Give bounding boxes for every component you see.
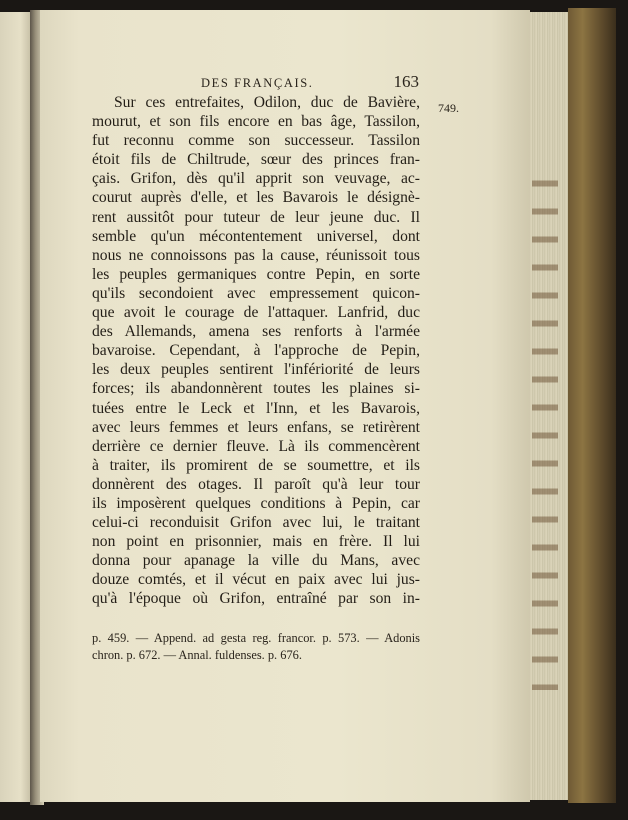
text-line: donna pour apanage la ville du Mans, avec [92, 552, 420, 570]
text-line: Sur ces entrefaites, Odilon, duc de Bavière, [114, 94, 420, 111]
text-line: des Allemands, amena ses renforts à l'armée [92, 323, 420, 341]
foxing-marks [532, 170, 558, 690]
text-line: qu'ils secondoient avec empressement quicon- [92, 284, 420, 302]
left-page-edge [0, 12, 34, 802]
text-line: que avoit le courage de l'attaquer. Lanfrid, duc [92, 304, 420, 322]
text-line: forces; ils abandonnèrent toutes les plaines si- [92, 380, 420, 398]
footnotes [92, 630, 420, 663]
text-line: douze comtés, et il vécut en paix avec lui jus- [92, 571, 420, 589]
text-line: celui-ci reconduisit Grifon avec lui, le traitant [92, 514, 420, 532]
text-line: courut auprès d'elle, et les Bavarois le désignè- [92, 189, 420, 207]
text-line: étoit fils de Chiltrude, sœur des princes fran- [92, 151, 420, 169]
text-line: semble qu'un mécontentement universel, dont [92, 227, 420, 245]
text-line: à traiter, ils promirent de se soumettre, et ils [92, 456, 420, 474]
text-line: nous ne connoissons pas la cause, réunissoit tous [92, 246, 420, 264]
body-text [92, 93, 420, 609]
text-line: fut reconnu comme son successeur. Tassilon [92, 132, 420, 150]
page-number: 163 [393, 72, 419, 91]
page-header [155, 74, 435, 94]
text-line: donnèrent des otages. Il paroît qu'à leur tour [92, 475, 420, 493]
running-title: DES FRANÇAIS. [201, 76, 314, 90]
text-line: avec leurs femmes et leurs enfans, se retirèrent [92, 418, 420, 436]
text-line: non point en prisonnier, mais en frère. Il lui [92, 533, 420, 551]
margin-year-note: 749. [438, 101, 459, 115]
text-line: tuées entre le Leck et l'Inn, et les Bavarois, [92, 399, 420, 417]
text-line: les peuples germaniques contre Pepin, en sorte [92, 265, 420, 283]
text-line: rent aussitôt pour tuteur de leur jeune duc. Il [92, 208, 420, 226]
text-line: qu'à l'époque où Grifon, entraîné par son in- [92, 590, 420, 608]
text-line: ils imposèrent quelques conditions à Pepin, car [92, 494, 420, 512]
text-line: derrière ce dernier fleuve. Là ils commencèrent [92, 437, 420, 455]
text-line: les deux peuples sentirent l'infériorité de leurs [92, 361, 420, 379]
footnote-line: chron. p. 672. — Annal. fuldenses. p. 676. [92, 647, 302, 662]
text-line: bavaroise. Cependant, à l'approche de Pepin, [92, 342, 420, 360]
footnote-line: p. 459. — Append. ad gesta reg. francor. p. 573. — Adonis [92, 631, 420, 645]
text-line: mourut, et son fils encore en bas âge, Tassilon, [92, 113, 420, 131]
text-line: çais. Grifon, dès qu'il apprit son veuvage, ac- [92, 170, 420, 188]
book-cover-edge [568, 8, 616, 803]
